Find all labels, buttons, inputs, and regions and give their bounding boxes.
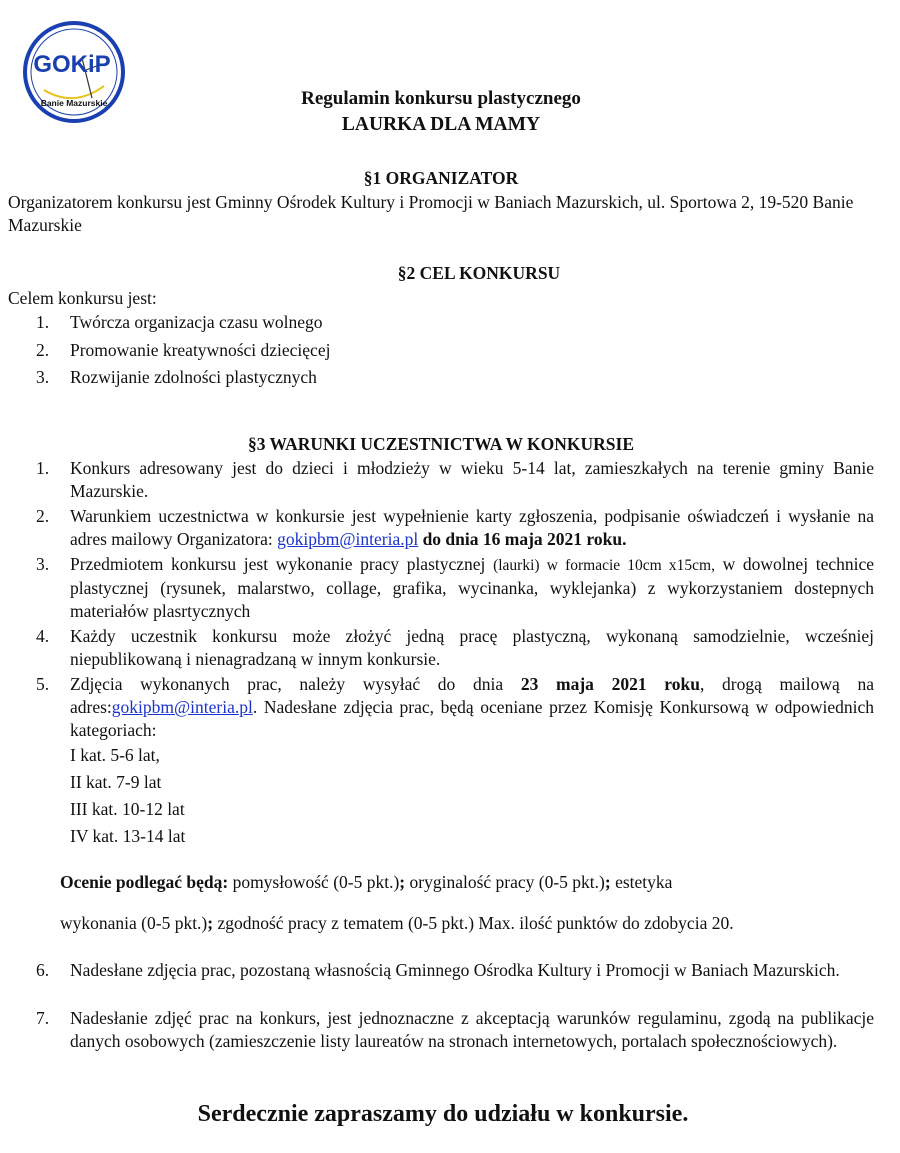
category-item: I kat. 5-6 lat,: [70, 745, 160, 765]
category-item: III kat. 10-12 lat: [70, 799, 185, 819]
rule-text-part: Warunkiem uczestnictwa w konkursie jest wypełnienie karty zgłoszenia, podpisanie oświadczeń i wysłanie na adres mailowy Organizatora:: [70, 506, 874, 549]
deadline-text: 23 maja 2021 roku: [520, 674, 700, 694]
rule-text-format: (laurki) w formacie 10cm x15cm,: [493, 557, 715, 574]
section-1-heading: §1 ORGANIZATOR: [363, 168, 519, 188]
section-2-heading: §2 CEL KONKURSU: [397, 263, 561, 283]
section-2-intro: Celem konkursu jest:: [8, 288, 157, 308]
scoring-criterion: zgodność pracy z tematem (0-5 pkt.) Max. ilość punktów do zdobycia 20.: [213, 913, 734, 933]
rule-text: Konkurs adresowany jest do dzieci i młodzieży w wieku 5-14 lat, zamieszkałych na terenie gminy Banie Mazurskie.: [70, 458, 874, 501]
rule-text-part: w dowolnej technice plastycznej (rysunek, malarstwo, collage, grafika, wycinanka, wyklejanka) z wykorzystaniem dostepnych materiałów plasrtycznych: [70, 554, 875, 621]
rule-text-part: Przedmiotem konkursu jest wykonanie pracy plastycznej: [70, 554, 494, 574]
svg-text:Banie Mazurskie: Banie Mazurskie: [40, 98, 108, 108]
rule-text: Każdy uczestnik konkursu może złożyć jedną pracę plastyczną, wykonaną samodzielnie, wcześniej niepublikowaną i nienagradzaną w innym konkursie.: [70, 626, 874, 669]
rule-number: 3.: [36, 554, 50, 574]
section-1-text: Organizatorem konkursu jest Gminny Ośrodek Kultury i Promocji w Baniach Mazurskich, ul. Sportowa 2, 19-520 Banie Mazurskie: [8, 192, 854, 235]
goal-text: Twórcza organizacja czasu wolnego: [70, 312, 323, 332]
deadline-text: do dnia 16 maja 2021 roku.: [418, 529, 627, 549]
closing-invitation: Serdecznie zapraszamy do udziału w konkursie.: [197, 1101, 689, 1127]
rule-number: 2.: [36, 506, 50, 526]
scoring-criterion: pomysłowość (0-5 pkt.): [228, 872, 400, 892]
scoring-label: Ocenie podlegać będą:: [60, 872, 229, 892]
rule-text-part: , drogą mailową na adres:: [70, 674, 875, 717]
rule-number: 6.: [36, 960, 50, 980]
rule-text-part: Zdjęcia wykonanych prac, należy wysyłać do dnia: [70, 674, 521, 694]
scoring-line-1: [60, 871, 860, 894]
rule-text: [70, 553, 874, 623]
goal-text: Rozwijanie zdolności plastycznych: [70, 367, 317, 387]
goal-number: 2.: [36, 340, 50, 360]
goal-text: Promowanie kreatywności dziecięcej: [70, 340, 331, 360]
scoring-separator: ;: [207, 913, 214, 933]
rule-text: [70, 673, 874, 742]
document-title: Regulamin konkursu plastycznego: [301, 88, 581, 109]
section-3-heading: §3 WARUNKI UCZESTNICTWA W KONKURSIE: [247, 434, 635, 454]
email-link[interactable]: gokipbm@interia.pl: [277, 529, 419, 549]
rule-text: Nadesłanie zdjęć prac na konkurs, jest jednoznaczne z akceptacją warunków regulaminu, zgodą na publikacje danych osobowych (zamieszczenie listy laureatów na stronach internetowych, portalach społecznościowych).: [70, 1008, 874, 1051]
goal-number: 1.: [36, 312, 50, 332]
rule-number: 4.: [36, 626, 50, 646]
email-link[interactable]: gokipbm@interia.pl: [111, 697, 253, 717]
scoring-criterion: wykonania (0-5 pkt.): [60, 913, 208, 933]
rule-text: [70, 505, 874, 551]
scoring-separator: ;: [399, 872, 406, 892]
document-subtitle: LAURKA DLA MAMY: [341, 114, 541, 135]
scoring-separator: ;: [604, 872, 611, 892]
rule-number: 5.: [36, 674, 50, 694]
goal-number: 3.: [36, 367, 50, 387]
category-item: IV kat. 13-14 lat: [70, 826, 186, 846]
rule-text: Nadesłane zdjęcia prac, pozostaną własnością Gminnego Ośrodka Kultury i Promocji w Baniach Mazurskich.: [70, 960, 840, 980]
svg-text:GOKiP: GOKiP: [33, 51, 111, 78]
scoring-criterion: oryginalość pracy (0-5 pkt.): [405, 872, 605, 892]
scoring-criterion: estetyka: [610, 872, 673, 892]
rule-text-part: . Nadesłane zdjęcia prac, będą oceniane przez Komisję Konkursową w odpowiednich kategoriach:: [70, 697, 874, 740]
category-item: II kat. 7-9 lat: [70, 772, 162, 792]
rule-number: 1.: [36, 458, 50, 478]
rule-number: 7.: [36, 1008, 50, 1028]
scoring-line-2: [60, 912, 860, 935]
